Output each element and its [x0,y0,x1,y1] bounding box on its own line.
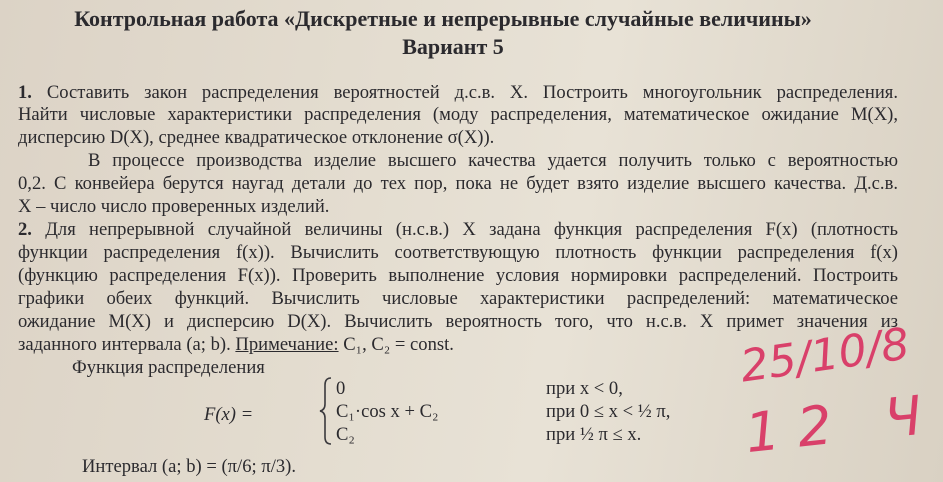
task1-line4: В процессе производства изделие высшего качества удается получить только с вероятностью [88,150,898,171]
case-expr-2: C₁·cos x + C₂ [336,401,439,422]
left-brace-icon [318,376,334,446]
case-cond-2: при 0 ≤ x < ½ π, [546,401,671,422]
task2-line1 [18,219,898,241]
document-title: Контрольная работа «Дискретные и непрерывные случайные величины» [74,6,812,31]
handwritten-date: 25/10/8 [737,318,913,393]
task2-line4: графики обеих функций. Вычислить числовые характеристики распределений: математическое [18,288,898,309]
case-cond-1: при x < 0, [546,378,623,399]
handwritten-score: 12 Ч [742,381,943,466]
note-label: Примечание: [235,334,339,355]
case-expr-3: C₂ [336,424,355,445]
note-text: C₁, C₂ = const. [343,334,454,355]
task1-text-1: Составить закон распределения вероятностей д.с.в. X. Построить многоугольник распределения. [46,82,899,103]
task1-line5: 0,2. С конвейера берутся наугад детали до тех пор, пока не будет взято изделие высшего качества. Д.с.в. [18,173,898,194]
function-lhs: F(x) = [204,404,254,425]
task2-line5: ожидание M(X) и дисперсию D(X). Вычислить вероятность того, что н.с.в. X примет значения из [18,311,898,332]
task2-line3: (функцию распределения F(x)). Проверить выполнение условия нормировки распределений. Построить [18,265,898,286]
task2-interval-text: заданного интервала (a; b). [18,334,231,355]
task1-line6: X – число число проверенных изделий. [18,196,330,217]
task1-number: 1. [18,82,32,103]
interval-line: Интервал (a; b) = (π/6; π/3). [82,456,297,477]
task2-text-1: Для непрерывной случайной величины (н.с.в.) X задана функция распределения F(x) (плотность [45,219,898,240]
task2-line2: функции распределения f(x)). Вычислить соответствующую плотность функции распределения f(x) [18,242,898,263]
task1-line1 [18,82,898,104]
task1-line3: дисперсию D(X), среднее квадратическое отклонение σ(X)). [18,127,495,148]
case-cond-3: при ½ π ≤ x. [546,424,642,445]
task2-number: 2. [18,219,32,240]
function-label: Функция распределения [72,357,265,378]
task1-line2: Найти числовые характеристики распределения (моду распределения, математическое ожидание M(X), [18,104,898,125]
case-expr-1: 0 [336,378,346,399]
variant-title: Вариант 5 [402,34,504,59]
